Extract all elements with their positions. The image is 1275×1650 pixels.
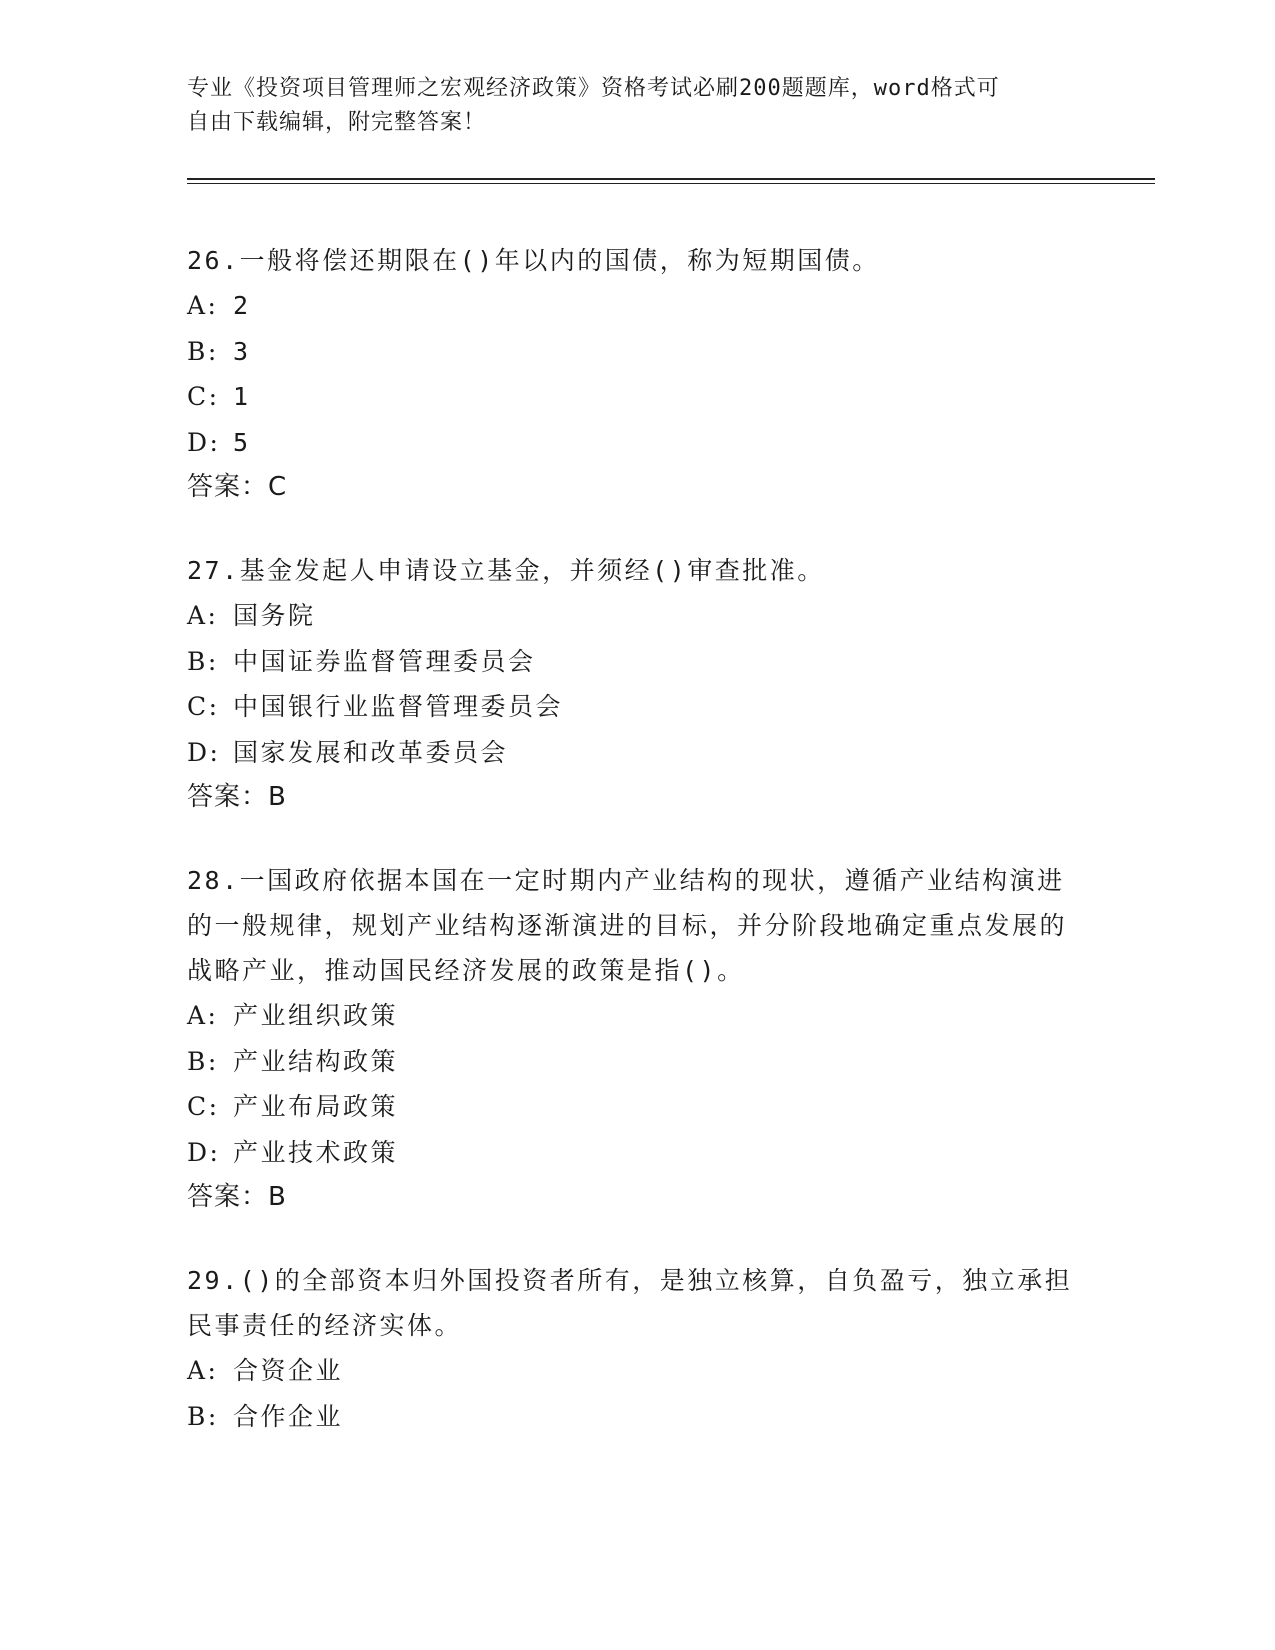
option-value: 中国银行业监督管理委员会 — [233, 692, 564, 721]
answer-line: 答案：C — [187, 472, 288, 502]
option-key: C: — [187, 382, 220, 411]
option-key: D: — [187, 737, 221, 767]
option-value: 3 — [233, 336, 251, 366]
option-a — [187, 283, 1087, 329]
option-b — [187, 639, 1087, 685]
option-key: C: — [187, 1092, 220, 1121]
option-d — [187, 420, 1087, 466]
option-value: 合资企业 — [233, 1356, 344, 1385]
question-text: 27.基金发起人申请设立基金，并须经()审查批准。 — [187, 556, 825, 585]
option-key: A: — [187, 291, 219, 320]
header-divider — [187, 178, 1155, 180]
option-value: 产业技术政策 — [233, 1137, 399, 1167]
option-key: A: — [187, 1001, 219, 1030]
option-b — [187, 1394, 1087, 1440]
question-28 — [187, 858, 1087, 1220]
option-key: B: — [187, 646, 219, 676]
option-value: 1 — [233, 382, 251, 411]
option-value: 合作企业 — [233, 1401, 344, 1431]
option-c — [187, 1084, 1087, 1130]
option-key: B: — [187, 1401, 219, 1431]
option-key: A: — [187, 601, 219, 630]
option-key: B: — [187, 336, 219, 366]
answer-line: 答案：B — [187, 782, 287, 812]
header-line-1: 专业《投资项目管理师之宏观经济政策》资格考试必刷200题题库，word格式可 — [187, 76, 1000, 101]
option-value: 产业结构政策 — [233, 1046, 399, 1076]
option-a — [187, 993, 1087, 1039]
option-key: A: — [187, 1356, 219, 1385]
question-29 — [187, 1258, 1087, 1439]
option-b — [187, 329, 1087, 375]
option-a — [187, 1348, 1087, 1394]
option-value: 国务院 — [233, 601, 316, 630]
option-value: 中国证券监督管理委员会 — [233, 646, 536, 676]
document-header — [187, 72, 1067, 140]
option-key: D: — [187, 427, 221, 457]
option-d — [187, 1130, 1087, 1176]
question-27 — [187, 548, 1087, 820]
option-key: D: — [187, 1137, 221, 1167]
header-divider-secondary — [187, 183, 1155, 184]
option-value: 国家发展和改革委员会 — [233, 737, 509, 767]
question-text: 29.()的全部资本归外国投资者所有，是独立核算，自负盈亏，独立承担民事责任的经济实体。 — [187, 1266, 1073, 1340]
option-value: 产业布局政策 — [233, 1092, 399, 1121]
option-value: 5 — [233, 427, 251, 457]
option-value: 2 — [233, 291, 251, 320]
option-key: B: — [187, 1046, 219, 1076]
option-key: C: — [187, 692, 220, 721]
question-text: 28.一国政府依据本国在一定时期内产业结构的现状，遵循产业结构演进的一般规律，规划产业结构逐渐演进的目标，并分阶段地确定重点发展的战略产业，推动国民经济发展的政策是指()。 — [187, 866, 1068, 985]
header-line-2: 自由下载编辑，附完整答案！ — [187, 110, 487, 135]
option-a — [187, 593, 1087, 639]
option-c — [187, 374, 1087, 420]
option-value: 产业组织政策 — [233, 1001, 399, 1030]
option-d — [187, 730, 1087, 776]
question-list — [187, 238, 1087, 1477]
option-c — [187, 684, 1087, 730]
answer-line: 答案：B — [187, 1182, 287, 1212]
question-text: 26.一般将偿还期限在()年以内的国债，称为短期国债。 — [187, 246, 880, 275]
option-b — [187, 1039, 1087, 1085]
question-26 — [187, 238, 1087, 510]
